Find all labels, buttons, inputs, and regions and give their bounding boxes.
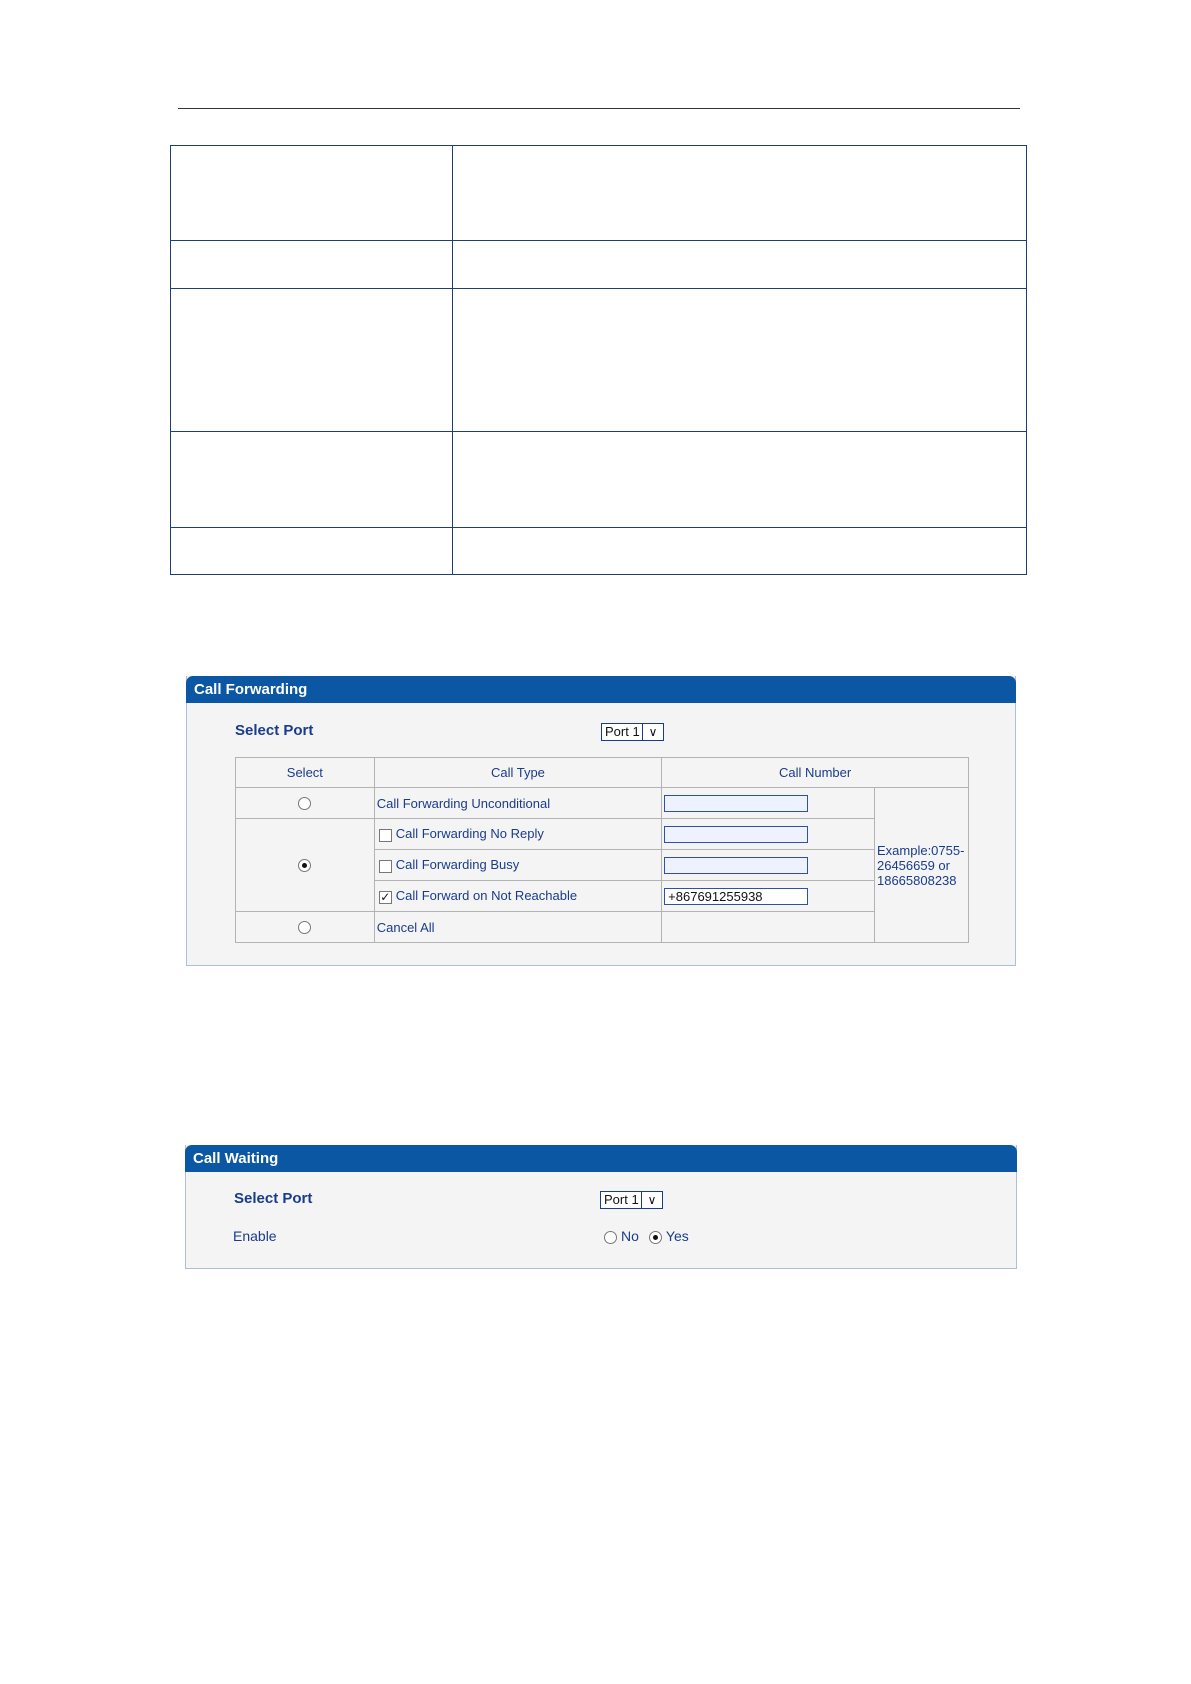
table-cell: [453, 241, 1027, 289]
enable-options: [604, 1228, 689, 1244]
chevron-down-icon[interactable]: ∨: [641, 1192, 662, 1208]
header-rule: [178, 108, 1020, 109]
example-line: 18665808238: [876, 872, 957, 888]
table-row: [236, 788, 969, 819]
table-cell: [171, 241, 453, 289]
enable-label: Enable: [233, 1228, 277, 1244]
no-reply-label: Call Forwarding No Reply: [395, 826, 544, 842]
column-header-call-number: Call Number: [662, 758, 969, 788]
busy-label: Call Forwarding Busy: [395, 857, 520, 873]
empty-cell: [662, 912, 875, 943]
port-select[interactable]: [601, 723, 664, 741]
port-select[interactable]: [600, 1191, 663, 1209]
call-waiting-panel: [185, 1145, 1017, 1269]
table-cell: [453, 289, 1027, 432]
busy-number-input[interactable]: [664, 857, 808, 874]
table-cell: [453, 528, 1027, 575]
enable-yes-radio[interactable]: [649, 1231, 662, 1244]
unconditional-radio[interactable]: [298, 797, 311, 810]
busy-checkbox[interactable]: [379, 860, 392, 873]
cancel-all-label: Cancel All: [374, 912, 661, 943]
table-cell: [453, 432, 1027, 528]
table-row: [236, 912, 969, 943]
unconditional-label: Call Forwarding Unconditional: [374, 788, 661, 819]
call-forwarding-panel: [186, 676, 1016, 966]
example-line: Example:0755-: [876, 842, 965, 858]
table-cell: [171, 432, 453, 528]
table-cell: [171, 289, 453, 432]
example-line: 26456659 or: [876, 857, 950, 873]
enable-no-label: No: [621, 1228, 639, 1244]
conditional-radio[interactable]: [298, 859, 311, 872]
table-cell: [171, 146, 453, 241]
no-reply-number-input[interactable]: [664, 826, 808, 843]
column-header-select: Select: [236, 758, 375, 788]
table-cell: [171, 528, 453, 575]
table-cell: [453, 146, 1027, 241]
no-reply-checkbox[interactable]: [379, 829, 392, 842]
not-reachable-checkbox[interactable]: ✓: [380, 889, 391, 904]
column-header-call-type: Call Type: [374, 758, 661, 788]
table-row: [236, 819, 969, 850]
example-hint: [874, 788, 968, 943]
not-reachable-label: Call Forward on Not Reachable: [395, 888, 578, 904]
enable-no-radio[interactable]: [604, 1231, 617, 1244]
select-port-label: Select Port: [234, 1190, 313, 1207]
cancel-all-radio[interactable]: [298, 921, 311, 934]
forwarding-table: [235, 757, 969, 943]
panel-title: Call Forwarding: [186, 676, 1016, 703]
unconditional-number-input[interactable]: [664, 795, 808, 812]
not-reachable-number-input[interactable]: [664, 888, 808, 905]
port-select-value: Port 1: [604, 1192, 639, 1207]
enable-yes-label: Yes: [665, 1228, 689, 1244]
select-port-label: Select Port: [235, 722, 314, 739]
chevron-down-icon[interactable]: ∨: [642, 724, 663, 740]
parameter-table: [170, 145, 1027, 575]
port-select-value: Port 1: [605, 724, 640, 739]
panel-title: Call Waiting: [185, 1145, 1017, 1172]
